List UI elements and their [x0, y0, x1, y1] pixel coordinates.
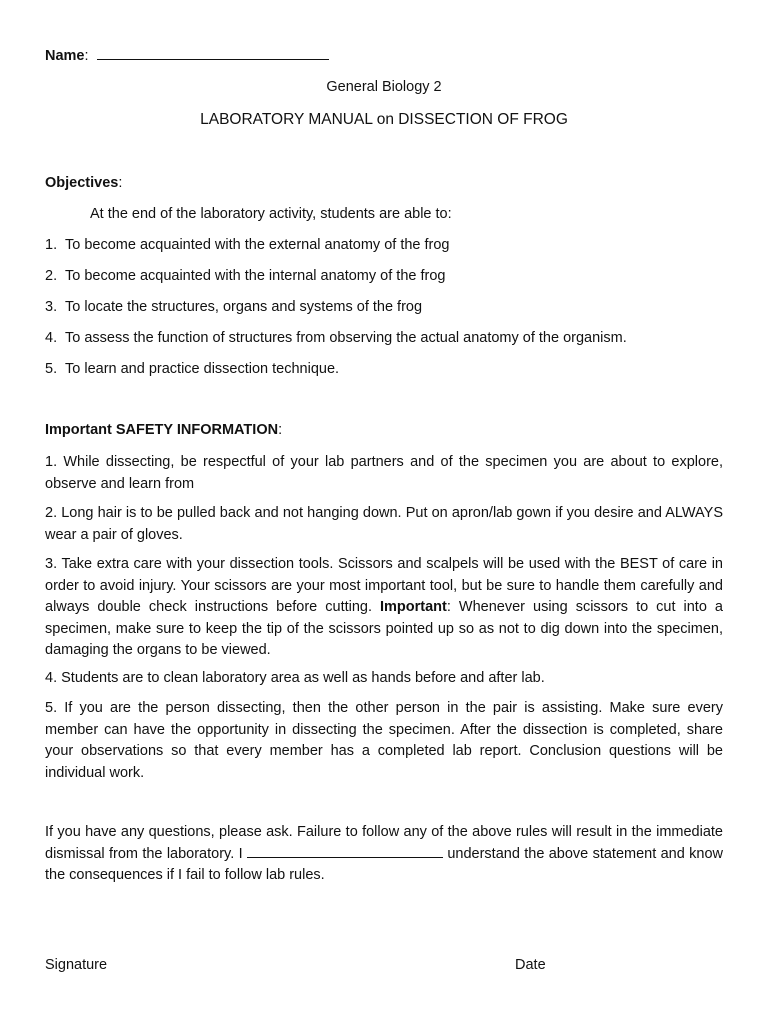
safety-rule-2: 2. Long hair is to be pulled back and not hanging down. Put on apron/lab gown if you desire and ALWAYS wear a pair of gloves. [45, 505, 723, 543]
safety-rule-5: 5. If you are the person dissecting, then the other person in the pair is assisting. Make sure every member can have the opportunity in dissecting the specimen. After the dissection is completed, share your observations so that every member has a completed lab report. Conclusion questions will be individual work. [45, 700, 723, 781]
objectives-heading [45, 175, 122, 191]
course-name: General Biology 2 [326, 79, 442, 95]
objective-text: To become acquainted with the internal anatomy of the frog [65, 268, 446, 284]
objective-number: 4. [45, 330, 58, 346]
objective-item [45, 237, 449, 253]
objective-text: To learn and practice dissection technique. [65, 361, 340, 377]
objective-number: 3. [45, 299, 58, 315]
safety-rule-1: 1. While dissecting, be respectful of your lab partners and of the specimen you are about to explore, observe and learn from [45, 454, 723, 492]
objectives-intro: At the end of the laboratory activity, students are able to: [90, 206, 452, 222]
objective-number: 1. [45, 237, 58, 253]
objective-text: To locate the structures, organs and systems of the frog [65, 299, 423, 315]
objective-text: To become acquainted with the external anatomy of the frog [65, 237, 450, 253]
name-blank[interactable] [97, 59, 329, 60]
safety-rule-4: 4. Students are to clean laboratory area as well as hands before and after lab. [45, 670, 545, 686]
signature-label: Signature [45, 957, 108, 973]
safety-rule-3-text: 3. Take extra care with your dissection tools. Scissors and scalpels will be used with the BEST of care in order to avoid injury. Your scissors are your most important tool, but be sure to handle them carefully and always double check instructions before cutting. [45, 556, 723, 615]
safety-rule-3-text-cont: : Whenever using scissors to cut into a specimen, make sure to keep the tip of the scissors pointed up so as not to dig down into the specimen, damaging the organs to be viewed. [45, 599, 723, 658]
name-line [45, 48, 329, 64]
date-label: Date [515, 957, 546, 973]
objective-number: 5. [45, 361, 58, 377]
name-label: Name [45, 48, 85, 64]
safety-rule-3 [45, 554, 723, 662]
statement-text-cont: understand the above statement and know the consequences if I fail to follow lab rules. [45, 845, 723, 883]
safety-heading [45, 422, 282, 438]
safety-heading-text: Important SAFETY INFORMATION [45, 422, 279, 438]
objectives-heading-text: Objectives [45, 175, 119, 191]
acknowledgement-name-blank[interactable] [247, 857, 443, 858]
safety-heading-colon: : [278, 422, 283, 438]
safety-rule-3-important: Important [380, 599, 447, 615]
statement-text: If you have any questions, please ask. Failure to follow any of the above rules will result in the immediate dismissal from the laboratory. I [45, 824, 723, 862]
page-title: LABORATORY MANUAL on DISSECTION OF FROG [200, 111, 568, 128]
objective-item [45, 299, 422, 315]
objectives-heading-colon: : [118, 175, 123, 191]
objective-text: To assess the function of structures from observing the actual anatomy of the organism. [65, 330, 627, 346]
name-colon: : [84, 48, 89, 64]
objective-item [45, 361, 339, 377]
objective-item [45, 268, 445, 284]
objective-item [45, 330, 627, 346]
objective-number: 2. [45, 268, 58, 284]
acknowledgement-statement [45, 822, 723, 887]
